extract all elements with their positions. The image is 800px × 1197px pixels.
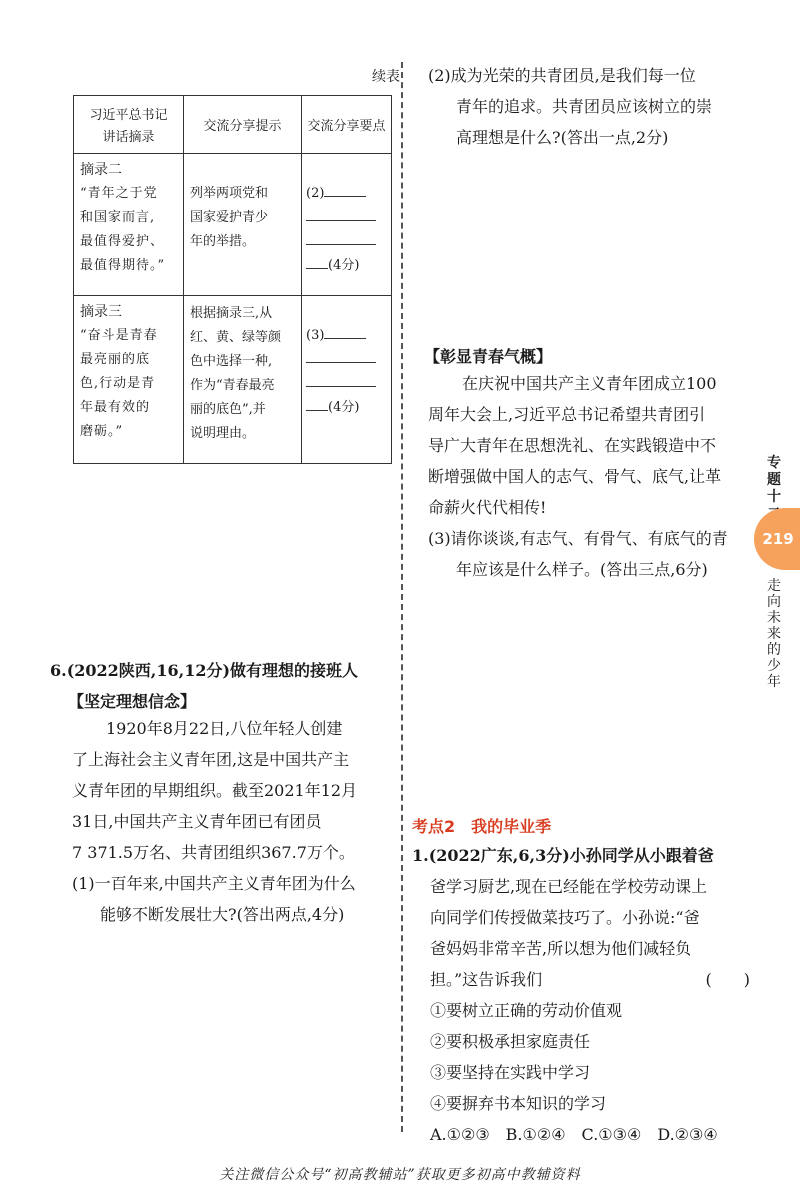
table-header-excerpt xyxy=(74,96,184,154)
answer-blank[interactable] xyxy=(324,324,366,339)
excerpt-line: 年最有效的 xyxy=(80,400,151,415)
table-cell-answer xyxy=(302,154,392,296)
question-6-title: 6.(2022陕西,16,12分)做有理想的接班人 xyxy=(50,661,359,680)
text-line: 导广大青年在思想洗礼、在实践锻造中不 xyxy=(428,436,717,455)
question-stem-end: 担。”这告诉我们 xyxy=(430,970,543,989)
topic-char: 题 xyxy=(767,472,781,488)
topic-char: 专 xyxy=(767,455,781,471)
text-line: 31日,中国共产主义青年团已有团员 xyxy=(72,812,322,831)
answer-blank[interactable] xyxy=(306,396,328,411)
text-line: 能够不断发展壮大?(答出两点,4分) xyxy=(100,905,345,924)
text-line: 在庆祝中国共产主义青年团成立100 xyxy=(462,374,717,393)
text-line: 高理想是什么?(答出一点,2分) xyxy=(456,128,669,147)
answer-line xyxy=(306,324,387,348)
speech-excerpt-table xyxy=(73,95,392,464)
kaodian-heading: 考点2 我的毕业季 xyxy=(412,817,552,836)
text-line: 1.(2022广东,6,3分)小孙同学从小跟着爸 xyxy=(412,846,714,865)
text-line: 向同学们传授做菜技巧了。小孙说:“爸 xyxy=(430,908,700,927)
table-header-points: 交流分享要点 xyxy=(302,96,392,154)
text-line: 断增强做中国人的志气、骨气、底气,让革 xyxy=(428,467,722,486)
section-heading-youth-spirit: 【彰显青春气概】 xyxy=(424,347,553,366)
text-line xyxy=(412,964,752,995)
excerpt-title: 摘录二 xyxy=(80,162,122,178)
question-6-part-2 xyxy=(428,60,758,153)
prompt-line: 作为“青春最亮 xyxy=(190,378,275,393)
chapter-label xyxy=(763,578,785,690)
option-item: ④要摒弃书本知识的学习 xyxy=(430,1094,607,1113)
section-heading-ideals: 【坚定理想信念】 xyxy=(68,692,197,711)
text-line: 了上海社会主义青年团,这是中国共产主 xyxy=(72,750,350,769)
chapter-char: 年 xyxy=(767,674,781,690)
answer-line xyxy=(306,254,387,278)
excerpt-line: 最亮丽的底 xyxy=(80,352,151,367)
answer-label: (3) xyxy=(306,328,325,343)
column-divider xyxy=(401,62,403,1132)
chapter-char: 少 xyxy=(767,658,781,674)
header-text: 习近平总书记讲话摘录 xyxy=(89,107,168,145)
answer-line xyxy=(306,372,387,396)
text-line: 爸妈妈非常辛苦,所以想为他们减轻负 xyxy=(430,939,692,958)
answer-bracket[interactable]: ( ) xyxy=(705,970,750,989)
excerpt-line: “青年之于党 xyxy=(80,186,158,201)
chapter-char: 未 xyxy=(767,610,781,626)
answer-blank[interactable] xyxy=(306,372,376,387)
option-item: ②要积极承担家庭责任 xyxy=(430,1032,591,1051)
answer-blank[interactable] xyxy=(324,182,366,197)
table-cell-excerpt xyxy=(74,296,184,464)
answer-line xyxy=(306,396,387,420)
prompt-line: 国家爱护青少 xyxy=(190,210,269,225)
question-6-part-3 xyxy=(428,523,753,585)
table-header-prompt: 交流分享提示 xyxy=(184,96,302,154)
chapter-char: 向 xyxy=(767,594,781,610)
youth-spirit-paragraph xyxy=(428,368,753,523)
text-line: (3)请你谈谈,有志气、有骨气、有底气的青 xyxy=(428,529,728,548)
answer-blank[interactable] xyxy=(306,254,328,269)
table-cell-prompt xyxy=(184,154,302,296)
answer-line xyxy=(306,348,387,372)
answer-blank[interactable] xyxy=(306,206,376,221)
prompt-line: 根据摘录三,从 xyxy=(190,306,273,321)
excerpt-line: 最值得期待。” xyxy=(80,258,166,273)
excerpt-line: 磨砺。” xyxy=(80,424,124,439)
excerpt-title: 摘录三 xyxy=(80,304,122,320)
text-line: (2)成为光荣的共青团员,是我们每一位 xyxy=(428,66,696,85)
prompt-line: 丽的底色”,并 xyxy=(190,402,266,417)
text-line: 年应该是什么样子。(答出三点,6分) xyxy=(456,560,708,579)
table-cell-prompt xyxy=(184,296,302,464)
question-1 xyxy=(412,840,752,1150)
prompt-line: 列举两项党和 xyxy=(190,186,269,201)
table-cell-excerpt xyxy=(74,154,184,296)
text-line: 周年大会上,习近平总书记希望共青团引 xyxy=(428,405,706,424)
prompt-line: 年的举措。 xyxy=(190,234,256,249)
page-number: 219 xyxy=(762,530,794,548)
answer-blank[interactable] xyxy=(306,348,376,363)
chapter-char: 来 xyxy=(767,626,781,642)
excerpt-line: “奋斗是青春 xyxy=(80,328,158,343)
answer-line xyxy=(306,182,387,206)
answer-line xyxy=(306,206,387,230)
text-line: 7 371.5万名、共青团组织367.7万个。 xyxy=(72,843,355,862)
answer-score: (4分) xyxy=(328,258,360,273)
answer-choices: A.①②③ B.①②④ C.①③④ D.②③④ xyxy=(430,1125,718,1144)
footer-note: 关注微信公众号“初高教辅站”获取更多初高中教辅资料 xyxy=(219,1167,581,1183)
text-line: 爸学习厨艺,现在已经能在学校劳动课上 xyxy=(430,877,708,896)
table-cell-answer xyxy=(302,296,392,464)
text-line: 义青年团的早期组织。截至2021年12月 xyxy=(72,781,358,800)
excerpt-line: 和国家而言, xyxy=(80,210,156,225)
chapter-char: 走 xyxy=(767,578,781,594)
answer-line xyxy=(306,230,387,254)
text-line: (1)一百年来,中国共产主义青年团为什么 xyxy=(72,874,356,893)
text-line: 命薪火代代相传! xyxy=(428,498,547,517)
answer-label: (2) xyxy=(306,186,325,201)
excerpt-line: 最值得爱护、 xyxy=(80,234,165,249)
prompt-line: 说明理由。 xyxy=(190,426,256,441)
prompt-line: 色中选择一种, xyxy=(190,354,273,369)
ideals-paragraph xyxy=(72,713,397,868)
prompt-line: 红、黄、绿等颜 xyxy=(190,330,282,345)
topic-char: 十 xyxy=(767,489,781,505)
excerpt-line: 色,行动是青 xyxy=(80,376,156,391)
text-line: 青年的追求。共青团员应该树立的崇 xyxy=(456,97,713,116)
text-line: 1920年8月22日,八位年轻人创建 xyxy=(106,719,343,738)
answer-score: (4分) xyxy=(328,400,360,415)
table-continued-label: 续表 xyxy=(372,69,400,85)
option-item: ①要树立正确的劳动价值观 xyxy=(430,1001,623,1020)
chapter-char: 的 xyxy=(767,642,781,658)
answer-blank[interactable] xyxy=(306,230,376,245)
question-6-part-1 xyxy=(72,868,397,930)
option-item: ③要坚持在实践中学习 xyxy=(430,1063,591,1082)
